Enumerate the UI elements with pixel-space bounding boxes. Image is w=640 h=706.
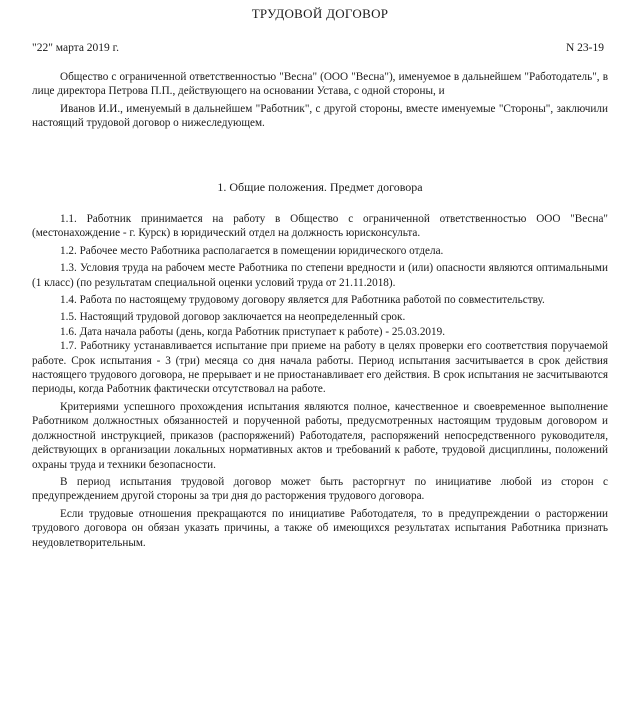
intro-block: [32, 70, 608, 131]
intro-paragraph: Общество с ограниченной ответственностью "Весна" (ООО "Весна"), именуемое в дальнейшем "Работодатель", в лице директора Петрова П.П., действующего на основании Устава, с одной стороны, и: [32, 71, 608, 98]
clause-1-6: 1.6. Дата начала работы (день, когда Работник приступает к работе) - 25.03.2019.: [60, 325, 445, 338]
clause-1-5: 1.5. Настоящий трудовой договор заключается на неопределенный срок.: [60, 311, 406, 324]
contract-number: N 23-19: [565, 42, 604, 54]
clause-1-3: 1.3. Условия труда на рабочем месте Работника по степени вредности и (или) опасности являются оптимальными (1 класс) (по результатам специальной оценки условий труда от 21.11.2018).: [32, 262, 608, 289]
document-title: ТРУДОВОЙ ДОГОВОР: [251, 6, 389, 21]
clause-1-1: 1.1. Работник принимается на работу в Общество с ограниченной ответственностью ООО "Весна" (местонахождение - г. Курск) в юридический отдел на должность юрисконсульта.: [32, 213, 608, 240]
clause-1-4: 1.4. Работа по настоящему трудовому договору является для Работника работой по совместительству.: [60, 294, 545, 307]
intro-paragraph: Иванов И.И., именуемый в дальнейшем "Работник", с другой стороны, вместе именуемые "Стороны", заключили настоящий трудовой договор о нижеследующем.: [32, 102, 608, 130]
section-1-body: [32, 212, 608, 550]
clause-1-7-criteria: Критериями успешного прохождения испытания являются полное, качественное и своевременное выполнение Работником должностных обязанностей и порученной работы, предусмотренных настоящим трудовым договором и должностной инструкцией, приказов (распоряжений) Работодателя, распоряжений непосредственного руководителя, действующих в организации локальных нормативных актов и требований к работе, трудовой дисциплины, положений охраны труда и техники безопасности.: [32, 400, 608, 471]
section-1-title: 1. Общие положения. Предмет договора: [217, 180, 423, 194]
clause-1-7-notice: Если трудовые отношения прекращаются по инициативе Работодателя, то в предупреждении о расторжении трудового договора он обязан указать причины, а также об имеющихся результатах испытания Работника признать неудовлетворительным.: [32, 507, 608, 549]
clause-1-7-termination: В период испытания трудовой договор может быть расторгнут по инициативе любой из сторон с предупреждением другой стороны за три дня до расторжения трудового договора.: [32, 475, 608, 503]
clause-1-2: 1.2. Рабочее место Работника располагается в помещении юридического отдела.: [60, 244, 444, 257]
contract-date: "22" марта 2019 г.: [32, 42, 119, 54]
clause-1-7: 1.7. Работнику устанавливается испытание при приеме на работу в целях проверки его соответствия поручаемой работе. Срок испытания - 3 (три) месяца со дня начала работы. Период испытания засчитывается в срок действия настоящего трудового договора, не прерывает и не приостанавливает его действия. В срок испытания не засчитываются периоды, когда Работник фактически отсутствовал на работе.: [32, 340, 608, 396]
